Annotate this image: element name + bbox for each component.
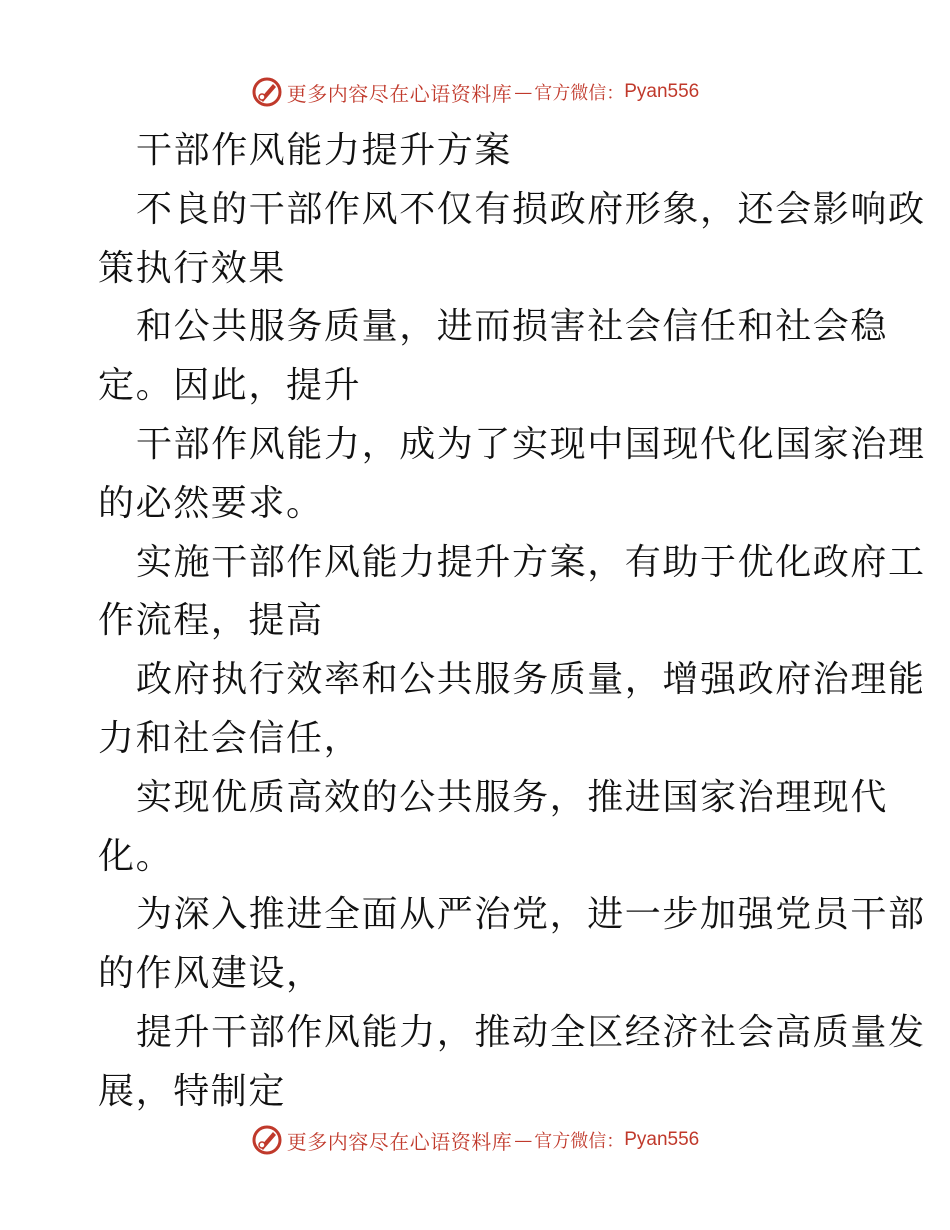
banner-site-text: 更多内容尽在心语资料库 — [286, 1129, 513, 1154]
paragraph-line: 作流程，提高 — [98, 600, 324, 642]
paragraph-line: 的作风建设， — [98, 953, 324, 995]
paragraph-line: 实现优质高效的公共服务，推进国家治理现代 — [136, 776, 889, 818]
banner-wechat-id: Pyan556 — [624, 1129, 700, 1150]
logo-icon — [251, 76, 283, 108]
header-banner — [0, 72, 950, 112]
banner-wechat-label: 官方微信： — [534, 1131, 625, 1152]
banner-site-text: 更多内容尽在心语资料库 — [286, 81, 513, 106]
footer-banner — [0, 1120, 950, 1160]
paragraph-line: 定。因此，提升 — [98, 365, 362, 407]
paragraph-line: 提升干部作风能力，推动全区经济社会高质量发 — [136, 1011, 926, 1053]
banner-wechat-label: 官方微信： — [534, 83, 625, 104]
paragraph-line: 实施干部作风能力提升方案，有助于优化政府工 — [136, 541, 926, 583]
paragraph-line: 力和社会信任， — [98, 717, 362, 759]
paragraph-line: 为深入推进全面从严治党，进一步加强党员干部 — [136, 894, 926, 936]
paragraph-line: 和公共服务质量，进而损害社会信任和社会稳 — [136, 306, 889, 348]
banner-wechat-id: Pyan556 — [624, 81, 700, 102]
paragraph-line: 化。 — [98, 835, 174, 877]
paragraph-line: 政府执行效率和公共服务质量，增强政府治理能 — [136, 659, 926, 701]
banner-dash: — — [514, 1129, 533, 1151]
document-body — [98, 122, 926, 1122]
paragraph-line: 展，特制定 — [98, 1070, 287, 1112]
document-title: 干部作风能力提升方案 — [136, 130, 513, 171]
paragraph-line: 的必然要求。 — [98, 482, 324, 524]
paragraph-line: 策执行效果 — [98, 247, 287, 289]
banner-dash: — — [514, 81, 533, 103]
logo-icon — [251, 1124, 283, 1156]
paragraph-line: 干部作风能力，成为了实现中国现代化国家治理 — [136, 423, 926, 465]
paragraph-line: 不良的干部作风不仅有损政府形象，还会影响政 — [136, 188, 926, 230]
